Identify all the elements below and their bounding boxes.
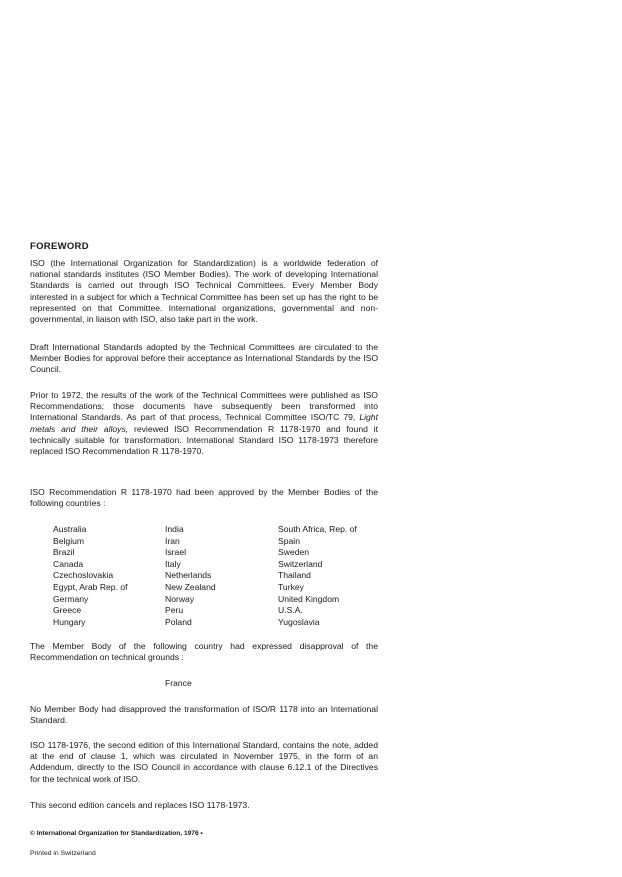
country-item: Netherlands bbox=[165, 570, 212, 581]
country-item: Italy bbox=[165, 558, 181, 569]
country-item: United Kingdom bbox=[278, 593, 340, 604]
country-item: Spain bbox=[278, 535, 300, 546]
country-item: Czechoslovakia bbox=[53, 570, 114, 581]
country-item: Iran bbox=[165, 535, 180, 546]
foreword-paragraph-2: Draft International Standards adopted by the Technical Committees are circulated to the Member Bodies for approval before their acceptance as International Standards by the ISO Council. bbox=[30, 342, 378, 375]
paragraph-3-text-a: Prior to 1972, the results of the work of the Technical Committees were published as ISO Recommendations; those documents have subsequently been transformed into International Standards. As part of that process, Technical Committee ISO/TC 79, bbox=[30, 390, 378, 423]
copyright-notice: © International Organization for Standardization, 1976 • bbox=[30, 830, 203, 837]
foreword-paragraph-3 bbox=[30, 390, 378, 457]
foreword-paragraph-8: This second edition cancels and replaces ISO 1178-1973. bbox=[30, 800, 250, 810]
country-item: Yugoslavia bbox=[278, 616, 320, 627]
country-item: Switzerland bbox=[278, 558, 323, 569]
country-item: South Africa, Rep. of bbox=[278, 524, 357, 534]
country-item: Israel bbox=[165, 547, 187, 558]
foreword-heading: FOREWORD bbox=[30, 241, 89, 252]
country-item: India bbox=[165, 524, 184, 534]
foreword-paragraph-4: ISO Recommendation R 1178-1970 had been approved by the Member Bodies of the following countries : bbox=[30, 487, 378, 509]
country-item: Hungary bbox=[53, 616, 86, 627]
country-item: Germany bbox=[53, 593, 89, 604]
foreword-paragraph-7: ISO 1178-1976, the second edition of this International Standard, contains the note, added at the end of clause 1, which was circulated in November 1975, in the form of an Addendum, directly to the ISO Council in accordance with clause 6.12.1 of the Directives for the technical work of ISO. bbox=[30, 740, 378, 784]
country-item: Egypt, Arab Rep. of bbox=[53, 581, 128, 592]
foreword-paragraph-1: ISO (the International Organization for Standardization) is a worldwide federation of national standards institutes (ISO Member Bodies). The work of developing International Standards is carried out through ISO Technical Committees. Every Member Body interested in a subject for which a Technical Committee has been set up has the right to be represented on that Committee. International organizations, governmental and non-governmental, in liaison with ISO, also take part in the work. bbox=[30, 258, 378, 325]
disapproving-country: France bbox=[165, 678, 192, 688]
country-item: Belgium bbox=[53, 535, 85, 546]
paragraph-3-text-b: reviewed ISO Recommendation R 1178-1970 and found it technically suitable for transformation. International Standard ISO 1178-1973 therefore replaced ISO Recommendation R 1178-1970. bbox=[30, 423, 378, 457]
country-item: Poland bbox=[165, 616, 192, 627]
country-item: Canada bbox=[53, 558, 84, 569]
country-item: Sweden bbox=[278, 547, 310, 558]
foreword-paragraph-5: The Member Body of the following country had expressed disapproval of the Recommendation on technical grounds : bbox=[30, 641, 378, 663]
country-item: Turkey bbox=[278, 581, 304, 592]
country-item: Peru bbox=[165, 605, 184, 616]
foreword-paragraph-6: No Member Body had disapproved the transformation of ISO/R 1178 into an International Standard. bbox=[30, 704, 378, 726]
printed-in-notice: Printed in Switzerland bbox=[30, 850, 96, 857]
country-item: Thailand bbox=[278, 570, 311, 581]
country-item: Norway bbox=[165, 593, 195, 604]
country-item: Australia bbox=[53, 524, 87, 534]
countries-column-1 bbox=[53, 524, 128, 628]
country-item: Brazil bbox=[53, 547, 75, 558]
paragraph-3-italic-title: Light metals and their alloys, bbox=[30, 412, 378, 434]
countries-column-3 bbox=[278, 524, 357, 628]
country-item: New Zealand bbox=[165, 581, 216, 592]
country-item: U.S.A. bbox=[278, 605, 303, 616]
countries-column-2 bbox=[165, 524, 216, 628]
country-item: Greece bbox=[53, 605, 82, 616]
